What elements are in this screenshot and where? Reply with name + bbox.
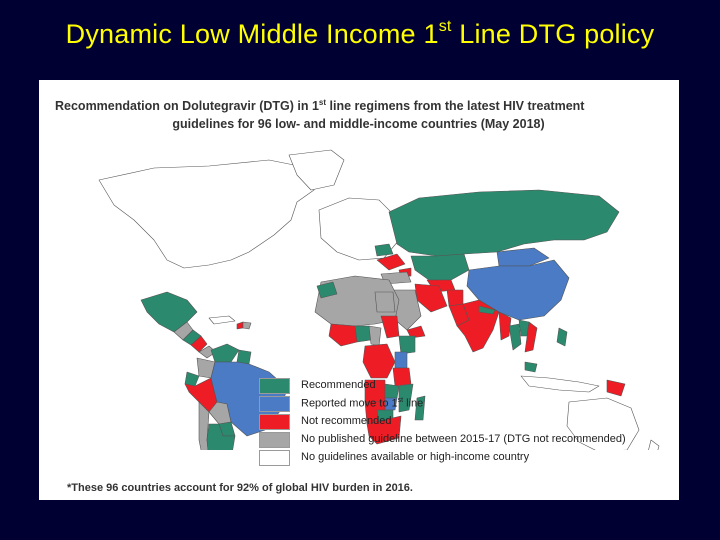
country-kenya: [395, 352, 407, 368]
country-venezuela: [211, 344, 239, 362]
footnote: *These 96 countries account for 92% of global HIV burden in 2016.: [67, 482, 413, 494]
country-cameroon: [369, 326, 381, 346]
country-drc: [363, 344, 395, 378]
country-malaysia: [525, 362, 537, 372]
north-america: [99, 160, 314, 268]
map-heading-part2: line regimens from the latest HIV treatment: [326, 99, 585, 114]
map-heading-line2: guidelines for 96 low- and middle-income countries (May 2018): [172, 117, 545, 132]
map-heading-sup: st: [318, 98, 327, 107]
map-heading-part1: Recommendation on Dolutegravir (DTG) in 1: [55, 99, 319, 114]
country-kazakhstan: [411, 254, 469, 280]
country-zambia: [385, 384, 399, 398]
country-cuba: [209, 316, 235, 324]
country-png: [607, 380, 625, 396]
country-russia: [389, 190, 619, 256]
country-guyana: [237, 350, 251, 364]
legend-swatch: [259, 414, 290, 430]
map-panel: [39, 80, 679, 500]
legend-swatch: [259, 378, 290, 394]
country-afghanistan: [447, 290, 463, 306]
new-zealand: [647, 440, 659, 450]
country-ethiopia: [399, 336, 415, 354]
country-egypt: [375, 292, 395, 312]
country-ecuador: [185, 372, 199, 386]
legend-label: No published guideline between 2015-17 (DTG not recommended): [301, 433, 626, 445]
country-haiti: [237, 322, 243, 329]
slide-title-text: Dynamic Low Middle Income 1: [65, 19, 439, 49]
country-indonesia: [521, 376, 599, 392]
country-sudan: [381, 316, 399, 338]
legend-label: Not recommended: [301, 415, 392, 427]
legend-label: Reported move to 1st line: [301, 397, 424, 410]
country-thailand: [509, 324, 521, 350]
slide-title: [0, 18, 720, 50]
country-dominican-rep: [243, 322, 251, 329]
legend-swatch: [259, 396, 290, 412]
legend-swatch: [259, 450, 290, 466]
legend-label: No guidelines available or high-income country: [301, 451, 530, 463]
legend-swatch: [259, 432, 290, 448]
country-west-africa-red: [329, 324, 357, 346]
country-nigeria: [355, 326, 371, 342]
slide-title-tail: Line DTG policy: [451, 19, 655, 49]
legend-label: Recommended: [301, 379, 376, 391]
slide-title-sup: st: [438, 18, 452, 35]
country-tanzania: [393, 368, 411, 386]
country-philippines: [557, 328, 567, 346]
map-heading: [55, 94, 670, 133]
